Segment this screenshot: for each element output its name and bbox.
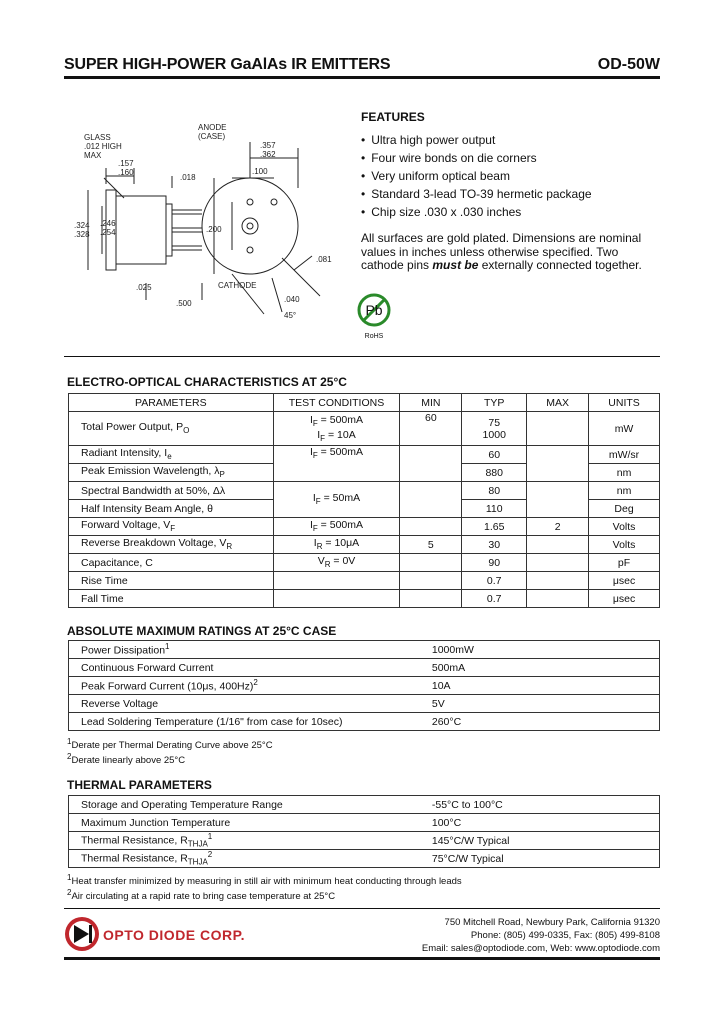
- dim-100: .100: [252, 167, 268, 176]
- footer-phone: Phone: (805) 499-0335, Fax: (805) 499-8108: [470, 930, 660, 941]
- case-label: (CASE): [198, 132, 226, 141]
- part-number: OD-50W: [597, 56, 660, 73]
- footer-divider: [64, 908, 660, 909]
- table-row: Rise Time 0.7 μsec: [69, 572, 660, 590]
- dim-025: .025: [136, 283, 152, 292]
- table-row: Forward Voltage, $V_F$ $I_F = 500mA$ 1.65 2 Volts: [69, 518, 660, 536]
- dim-157: .157: [118, 159, 134, 168]
- dim-328: .328: [74, 230, 90, 239]
- table-row: Thermal Resistance, $R_{THJA}^1$ 145°C/W Typical: [69, 832, 660, 850]
- table-row: Maximum Junction Temperature 100°C: [69, 814, 660, 832]
- table-header-row: [69, 394, 660, 412]
- table-row: Continuous Forward Current 500mA: [69, 659, 660, 677]
- divider: [64, 356, 660, 357]
- table-row: Reverse Voltage 5V: [69, 695, 660, 713]
- col-header: TYP: [462, 394, 527, 412]
- absolute-table: [68, 640, 660, 731]
- thermal-title: THERMAL PARAMETERS: [67, 778, 212, 792]
- package-drawing: [64, 118, 354, 328]
- table-row: Capacitance, C $V_R = 0V$ 90 pF: [69, 554, 660, 572]
- table-row: Total Power Output, $P_O$ $I_F = 500mA$ $I_F = 10A$ 60 75 1000 mW: [69, 412, 660, 446]
- absolute-title: ABSOLUTE MAXIMUM RATINGS AT 25°C CASE: [67, 624, 337, 638]
- glass-dim: .012 HIGH: [84, 142, 122, 151]
- table-row: Radiant Intensity, $I_e$ $I_F = 500mA$ 60 mW/sr: [69, 446, 660, 464]
- cathode-label: CATHODE: [218, 281, 257, 290]
- note-emphasis: must be: [432, 258, 479, 272]
- glass-max: MAX: [84, 151, 102, 160]
- col-header: PARAMETERS: [69, 394, 274, 412]
- footer-rule: [64, 957, 660, 960]
- footer-address: 750 Mitchell Road, Newbury Park, California 91320: [444, 917, 660, 928]
- company-logo: [64, 916, 100, 952]
- features-title: FEATURES: [361, 110, 425, 124]
- electro-table: [68, 393, 660, 608]
- header-rule: [64, 76, 660, 79]
- dim-324: .324: [74, 221, 90, 230]
- dim-040: .040: [284, 295, 300, 304]
- table-row: Thermal Resistance, $R_{THJA}^2$ 75°C/W Typical: [69, 850, 660, 868]
- footer-email: Email: sales@optodiode.com, Web: www.optodiode.com: [421, 943, 660, 954]
- features-note: All surfaces are gold plated. Dimensions are nominal values in inches unless otherwise specified. Two cathode pins must be externally connected together.: [361, 231, 642, 272]
- table-row: Storage and Operating Temperature Range -55°C to 100°C: [69, 796, 660, 814]
- dim-45: 45°: [284, 311, 297, 320]
- dim-018: .018: [180, 173, 196, 182]
- thermal-table: [68, 795, 660, 868]
- company-name: OPTO DIODE CORP.: [103, 927, 246, 943]
- glass-label: GLASS: [84, 133, 111, 142]
- thermal-footnotes: $^1$Heat transfer minimized by measuring in still air with minimum heat conducting through leads $^2$Air circulating at a rapid rate to bring case temperature at 25°C: [67, 873, 462, 903]
- col-header: UNITS: [589, 394, 660, 412]
- rohs-badge: [356, 292, 392, 344]
- col-header: MAX: [527, 394, 589, 412]
- col-header: TEST CONDITIONS: [273, 394, 400, 412]
- feature-item: • Standard 3-lead TO-39 hermetic package: [361, 185, 592, 203]
- dim-500: .500: [176, 299, 192, 308]
- table-row: Fall Time 0.7 μsec: [69, 590, 660, 608]
- dim-254: .254: [100, 228, 116, 237]
- features-list: [361, 131, 592, 221]
- rohs-pb: Pb: [365, 302, 383, 318]
- anode-label: ANODE: [198, 123, 227, 132]
- feature-item: • Ultra high power output: [361, 131, 592, 149]
- table-row: Power Dissipation$^1$ 1000mW: [69, 641, 660, 659]
- table-row: Spectral Bandwidth at 50%, Δλ $I_F = 50mA$ 80 nm: [69, 482, 660, 500]
- dim-200: .200: [206, 225, 222, 234]
- table-row: Peak Emission Wavelength, $\lambda_P$ 880 nm: [69, 464, 660, 482]
- page-title: SUPER HIGH-POWER GaAlAs IR EMITTERS: [64, 56, 391, 73]
- dim-160: .160: [118, 168, 134, 177]
- electro-title: ELECTRO-OPTICAL CHARACTERISTICS AT 25°C: [67, 375, 347, 389]
- feature-item: • Four wire bonds on die corners: [361, 149, 592, 167]
- rohs-label: RoHS: [364, 333, 384, 340]
- table-row: Reverse Breakdown Voltage, $V_R$ $I_R = 10\mu A$ 5 30 Volts: [69, 536, 660, 554]
- col-header: MIN: [400, 394, 462, 412]
- table-row: Lead Soldering Temperature (1/16" from case for 10sec) 260°C: [69, 713, 660, 731]
- rohs-icon: [356, 292, 392, 328]
- dim-362: .362: [260, 150, 276, 159]
- absolute-footnotes: $^1$Derate per Thermal Derating Curve above 25°C $^2$Derate linearly above 25°C: [67, 737, 273, 767]
- feature-item: • Chip size .030 x .030 inches: [361, 203, 592, 221]
- diode-logo-icon: [64, 916, 100, 952]
- feature-item: • Very uniform optical beam: [361, 167, 592, 185]
- table-row: Peak Forward Current (10μs, 400Hz)$^2$ 10A: [69, 677, 660, 695]
- dim-357: .357: [260, 141, 276, 150]
- dim-246: .246: [100, 219, 116, 228]
- dim-081: .081: [316, 255, 332, 264]
- table-row: Half Intensity Beam Angle, θ 110 Deg: [69, 500, 660, 518]
